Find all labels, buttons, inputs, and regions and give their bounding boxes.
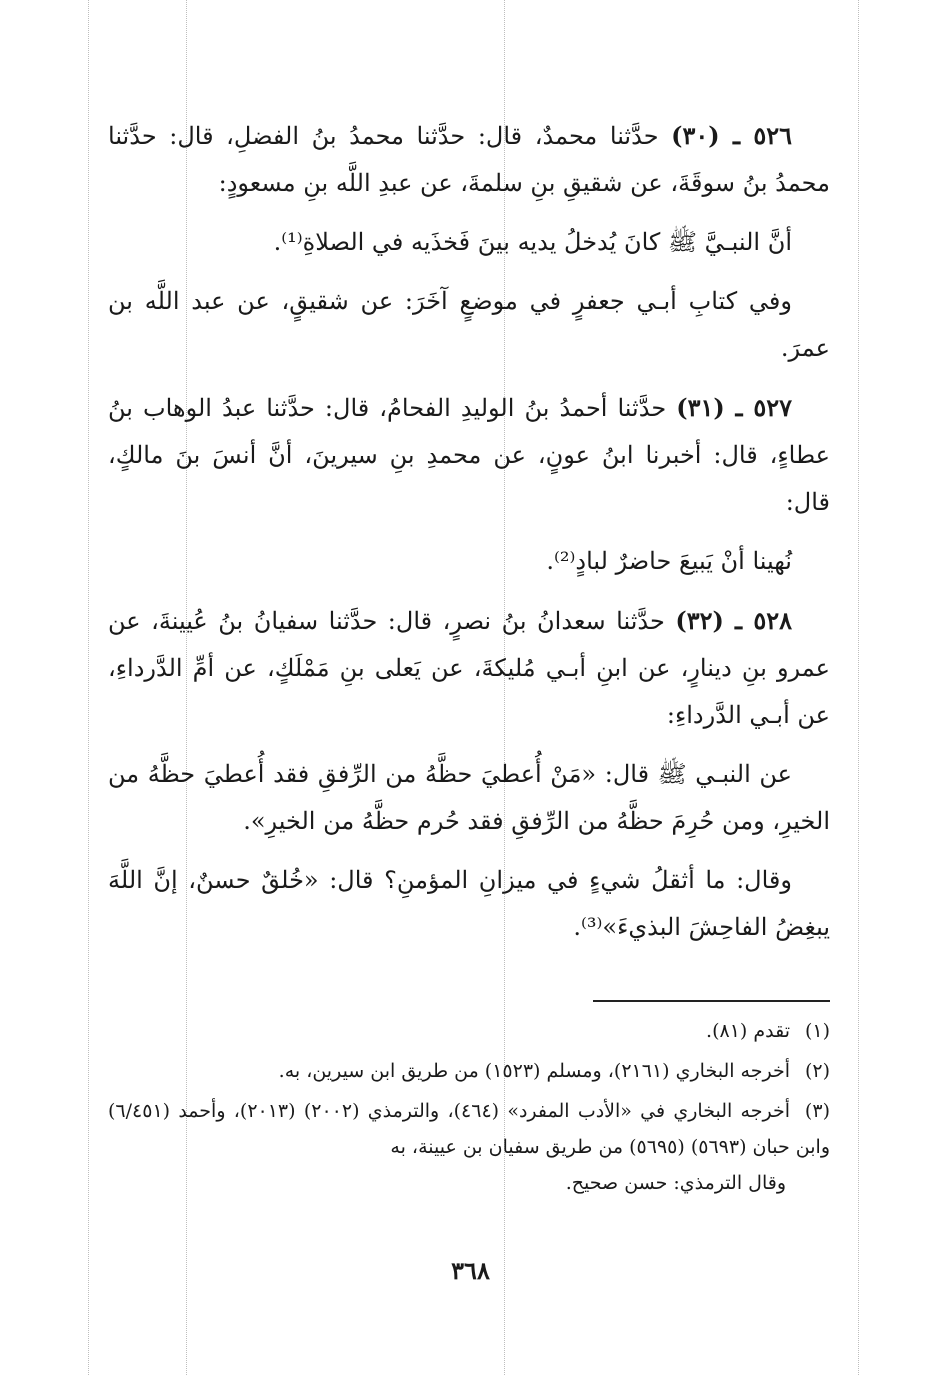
hadith-number: ٥٢٧ ـ (٣١) [676, 393, 792, 422]
footnote-mark: (٢) [804, 1060, 830, 1082]
footnote-text-continued: وقال الترمذي: حسن صحيح. [565, 1172, 786, 1194]
hadith-number: ٥٢٨ ـ (٣٢) [675, 606, 792, 635]
main-text [108, 112, 830, 963]
footnotes [108, 1013, 830, 1205]
hadith-527-matn: نُهينا أنْ يَبيعَ حاضرٌ لبادٍ⁽²⁾. [546, 547, 792, 575]
footnote-mark: (٣) [804, 1100, 830, 1122]
scan-margin-line [88, 0, 89, 1375]
hadith-527-isnad [108, 384, 830, 526]
isnad-text: حدَّثنا محمدٌ، قال: حدَّثنا محمدُ بنُ الفضلِ، قال: حدَّثنا محمدُ بنُ سوقَةَ، عن شقيقِ بنِ سلمةَ، عن عبدِ اللَّه بنِ مسعودٍ: [108, 122, 830, 197]
isnad-text: حدَّثنا أحمدُ بنُ الوليدِ الفحامُ، قال: حدَّثنا عبدُ الوهاب بنُ عطاءٍ، قال: أخبرنا ابنُ عونٍ، عن محمدِ بنِ سيرينَ، أنَّ أنسَ بنَ مالكٍ، قال: [108, 394, 830, 516]
footnote-2 [108, 1053, 830, 1089]
hadith-526-note: وفي كتابِ أبـي جعفرٍ في موضعٍ آخَرَ: عن شقيقٍ، عن عبد اللَّه بن عمرَ. [108, 287, 830, 362]
hadith-526-isnad [108, 112, 830, 207]
footnote-3 [108, 1093, 830, 1201]
hadith-number: ٥٢٦ ـ (٣٠) [671, 121, 792, 150]
hadith-528-matn: عن النبـي ﷺ قال: «مَنْ أُعطيَ حظَّهُ من الرِّفقِ فقد أُعطيَ حظَّهُ من الخيرِ، ومن حُرِمَ حظَّهُ من الرِّفقِ فقد حُرم حظَّهُ من الخيرِ». [108, 760, 830, 835]
isnad-text: حدَّثنا سعدانُ بنُ نصرٍ، قال: حدَّثنا سفيانُ بنُ عُيينةَ، عن عمرو بنِ دينارٍ، عن ابنِ أبـي مُليكةَ، عن يَعلى بنِ مَمْلَكٍ، عن أمِّ الدَّرداءِ، عن أبـي الدَّرداءِ: [108, 607, 830, 729]
footnote-text: أخرجه البخاري في «الأدب المفرد» (٤٦٤)، والترمذي (٢٠٠٢) (٢٠١٣)، وأحمد (٦/٤٥١) وابن حبان (٥٦٩٣) (٥٦٩٥) من طريق سفيان بن عيينة، به [108, 1100, 830, 1158]
hadith-528-isnad [108, 597, 830, 739]
page-number: ٣٦٨ [451, 1256, 490, 1285]
scan-margin-line [858, 0, 859, 1375]
footnote-1 [108, 1013, 830, 1049]
footnote-mark: (١) [804, 1020, 830, 1042]
hadith-528-extra: وقال: ما أثقلُ شيءٍ في ميزانِ المؤمنِ؟ قال: «خُلقٌ حسنٌ، إنَّ اللَّهَ يبغِضُ الفاحِشَ البذيءَ»⁽³⁾. [108, 866, 830, 941]
hadith-526-matn: أنَّ النبـيَّ ﷺ كانَ يُدخلُ يديه بينَ فَخذَيه في الصلاةِ⁽¹⁾. [273, 228, 792, 256]
footnote-separator [593, 1000, 830, 1002]
footnote-text: أخرجه البخاري (٢١٦١)، ومسلم (١٥٢٣) من طريق ابن سيرين، به. [278, 1060, 790, 1082]
footnote-text: تقدم (٨١). [706, 1020, 790, 1042]
